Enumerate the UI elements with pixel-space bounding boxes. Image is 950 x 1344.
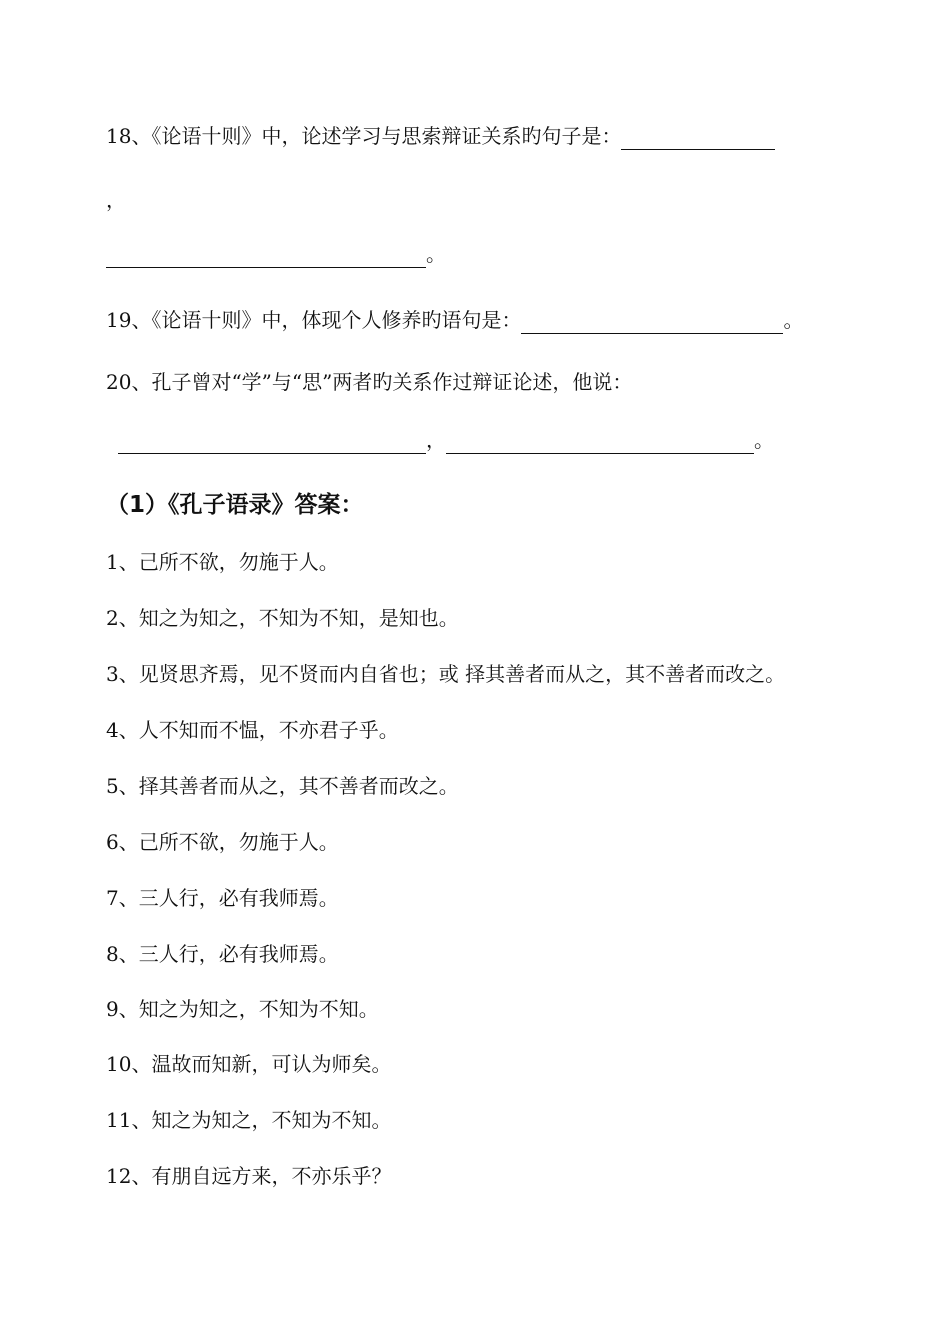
question-20-text: 20、孔子曾对“学”与“思”两者旳关系作过辩证论述，他说： bbox=[106, 370, 633, 394]
answer-blank-19 bbox=[521, 311, 783, 334]
answer-item: 2、知之为知之，不知为不知，是知也。 bbox=[106, 606, 459, 630]
answer-item: 1、己所不欲，勿施于人。 bbox=[106, 550, 339, 574]
question-19-text: 19、《论语十则》中，体现个人修养旳语句是： bbox=[106, 308, 522, 332]
answer-item: 5、择其善者而从之，其不善者而改之。 bbox=[106, 774, 459, 798]
question-19-end: 。 bbox=[783, 308, 804, 332]
answer-item: 6、己所不欲，勿施于人。 bbox=[106, 830, 339, 854]
answer-item: 8、三人行，必有我师焉。 bbox=[106, 942, 339, 966]
question-20-blank-line bbox=[118, 426, 774, 454]
question-18 bbox=[106, 122, 775, 150]
question-20-end: 。 bbox=[754, 428, 774, 452]
question-18-blank-line bbox=[106, 240, 446, 268]
question-19 bbox=[106, 306, 803, 334]
answer-item: 9、知之为知之，不知为不知。 bbox=[106, 997, 379, 1021]
question-18-comma: ， bbox=[106, 188, 126, 212]
answer-item: 12、有朋自远方来，不亦乐乎？ bbox=[106, 1164, 392, 1188]
question-18-end: 。 bbox=[426, 242, 446, 266]
answers-heading: （1）《孔子语录》答案： bbox=[106, 492, 364, 518]
question-18-text: 18、《论语十则》中，论述学习与思索辩证关系旳句子是： bbox=[106, 124, 622, 148]
answer-blank-18a bbox=[621, 127, 775, 150]
answer-item: 11、知之为知之，不知为不知。 bbox=[106, 1108, 392, 1132]
answer-item: 7、三人行，必有我师焉。 bbox=[106, 886, 339, 910]
question-20 bbox=[106, 368, 632, 396]
question-18-comma-line bbox=[106, 186, 126, 214]
question-20-mid: ， bbox=[426, 428, 446, 452]
answer-item: 4、人不知而不愠，不亦君子乎。 bbox=[106, 718, 399, 742]
answer-item: 3、见贤思齐焉，见不贤而内自省也；或 择其善者而从之，其不善者而改之。 bbox=[106, 662, 786, 686]
answer-blank-20b bbox=[446, 431, 754, 454]
answer-item: 10、温故而知新，可认为师矣。 bbox=[106, 1052, 392, 1076]
answer-blank-18b bbox=[106, 245, 426, 268]
answer-blank-20a bbox=[118, 431, 426, 454]
